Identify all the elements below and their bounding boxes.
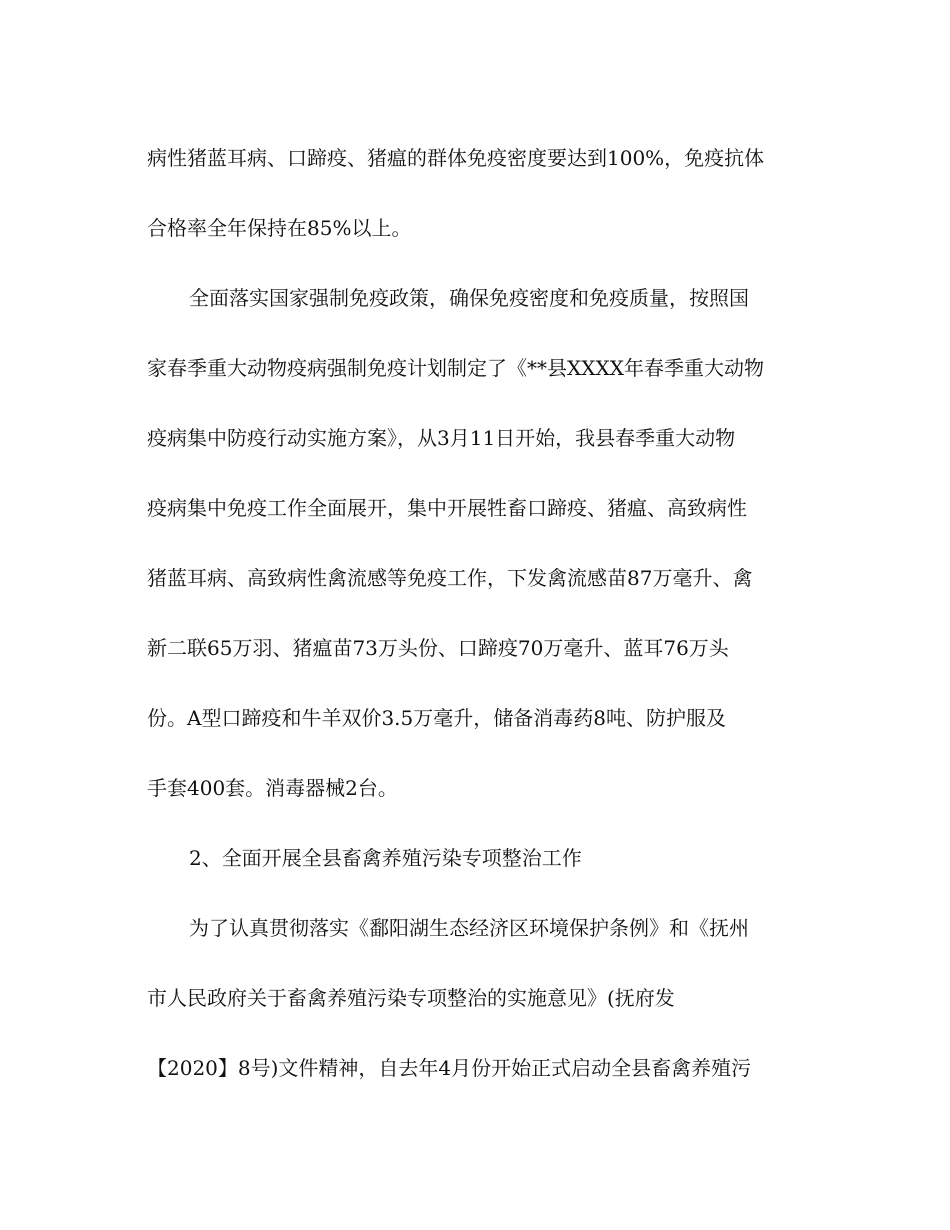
paragraph-line: 合格率全年保持在85%以上。 xyxy=(147,216,412,240)
paragraph-line: 全面落实国家强制免疫政策，确保免疫密度和免疫质量，按照国 xyxy=(189,286,749,310)
paragraph-line: 病性猪蓝耳病、口蹄疫、猪瘟的群体免疫密度要达到100%，免疫抗体 xyxy=(147,146,765,170)
paragraph-line: 疫病集中免疫工作全面展开，集中开展牲畜口蹄疫、猪瘟、高致病性 xyxy=(147,496,747,520)
paragraph-line: 猪蓝耳病、高致病性禽流感等免疫工作，下发禽流感苗87万毫升、禽 xyxy=(147,566,753,590)
paragraph-line: 疫病集中防疫行动实施方案》，从3月11日开始，我县春季重大动物 xyxy=(147,426,736,450)
paragraph-line: 新二联65万羽、猪瘟苗73万头份、口蹄疫70万毫升、蓝耳76万头 xyxy=(147,636,729,660)
paragraph-line: 市人民政府关于畜禽养殖污染专项整治的实施意见》(抚府发 xyxy=(147,986,675,1010)
section-heading: 2、全面开展全县畜禽养殖污染专项整治工作 xyxy=(189,846,582,870)
paragraph-line: 家春季重大动物疫病强制免疫计划制定了《**县XXXX年春季重大动物 xyxy=(147,356,764,380)
paragraph-line: 为了认真贯彻落实《鄱阳湖生态经济区环境保护条例》和《抚州 xyxy=(189,916,749,940)
paragraph-line: 手套400套。消毒器械2台。 xyxy=(147,776,398,800)
paragraph-line: 【2020】8号)文件精神，自去年4月份开始正式启动全县畜禽养殖污 xyxy=(147,1056,752,1080)
paragraph-line: 份。A型口蹄疫和牛羊双价3.5万毫升，储备消毒药8吨、防护服及 xyxy=(147,706,726,730)
